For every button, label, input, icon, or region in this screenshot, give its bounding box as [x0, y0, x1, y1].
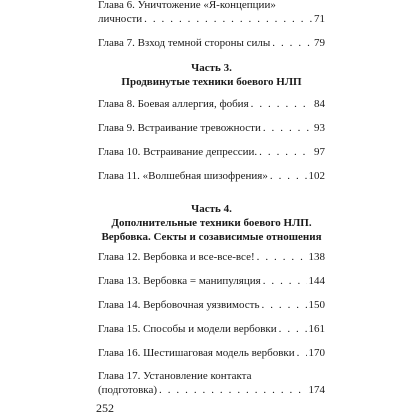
toc-page-number: 138 [308, 251, 325, 263]
toc-entry-label: Глава 16. Шестишаговая модель вербовки [98, 347, 295, 359]
toc-dot-leader [270, 169, 307, 183]
toc-dot-leader [251, 97, 312, 111]
toc-dot-leader [297, 346, 307, 360]
toc-page-number: 79 [314, 37, 325, 49]
toc-entry-chapter-12 [98, 250, 325, 264]
toc-entry-chapter-15 [98, 322, 325, 336]
toc-page-number: 93 [314, 122, 325, 134]
toc-entry-chapter-10 [98, 145, 325, 159]
toc-dot-leader [279, 322, 307, 336]
part-title: Часть 4. [191, 203, 232, 215]
toc-entry-chapter-14 [98, 298, 325, 312]
toc-dot-leader [144, 12, 312, 26]
toc-page-number: 71 [314, 13, 325, 25]
toc-dot-leader [263, 121, 312, 135]
toc-dot-leader [159, 383, 306, 397]
toc-entry-label: Глава 15. Способы и модели вербовки [98, 323, 277, 335]
toc-entry-chapter-17 [98, 369, 325, 397]
toc-page-number: 84 [314, 98, 325, 110]
toc-entry-chapter-16 [98, 346, 325, 360]
toc-entry-chapter-8 [98, 97, 325, 111]
toc-entry-chapter-7 [98, 36, 325, 50]
toc-entry-chapter-6 [98, 0, 325, 26]
part-3-heading [98, 61, 325, 89]
page-footer-number: 252 [96, 401, 114, 415]
toc-entry-label-continued: (подготовка) [98, 384, 158, 396]
toc-page-number: 102 [308, 170, 325, 182]
toc-dot-leader [257, 250, 307, 264]
part-title: Часть 3. [191, 62, 232, 74]
toc-entry-label: Глава 17. Установление контакта [98, 370, 252, 382]
toc-page-number: 150 [308, 299, 325, 311]
part-subtitle: Продвинутые техники боевого НЛП [121, 76, 302, 88]
toc-dot-leader [272, 36, 312, 50]
toc-page-number: 170 [308, 347, 325, 359]
toc-entry-label: Глава 9. Встраивание тревожности [98, 122, 261, 134]
part-subtitle: Дополнительные техники боевого НЛП. [111, 217, 312, 229]
toc-entry-label: Глава 6. Уничтожение «Я-концепции» [98, 0, 276, 11]
toc-entry-chapter-11 [98, 169, 325, 183]
toc-page-number: 174 [308, 384, 325, 396]
toc-dot-leader [259, 145, 312, 159]
toc-page-number: 97 [314, 146, 325, 158]
toc-entry-label: Глава 8. Боевая аллергия, фобия [98, 98, 249, 110]
toc-entry-label-continued: личности [98, 13, 143, 25]
toc-entry-label: Глава 13. Вербовка = манипуляция [98, 275, 261, 287]
toc-entry-label: Глава 7. Взход темной стороны силы [98, 37, 271, 49]
toc-dot-leader [262, 298, 307, 312]
toc-entry-chapter-13 [98, 274, 325, 288]
part-4-heading [98, 202, 325, 244]
toc-entry-label: Глава 11. «Волшебная шизофрения» [98, 170, 268, 182]
toc-page-number: 144 [308, 275, 325, 287]
part-subtitle-continued: Вербовка. Секты и созависимые отношения [101, 231, 322, 243]
toc-dot-leader [263, 274, 307, 288]
toc-page-number: 161 [308, 323, 325, 335]
toc-entry-chapter-9 [98, 121, 325, 135]
toc-entry-label: Глава 12. Вербовка и все-все-все! [98, 251, 255, 263]
toc-entry-label: Глава 10. Встраивание депрессии. [98, 146, 258, 158]
toc-entry-label: Глава 14. Вербовочная уязвимость [98, 299, 260, 311]
